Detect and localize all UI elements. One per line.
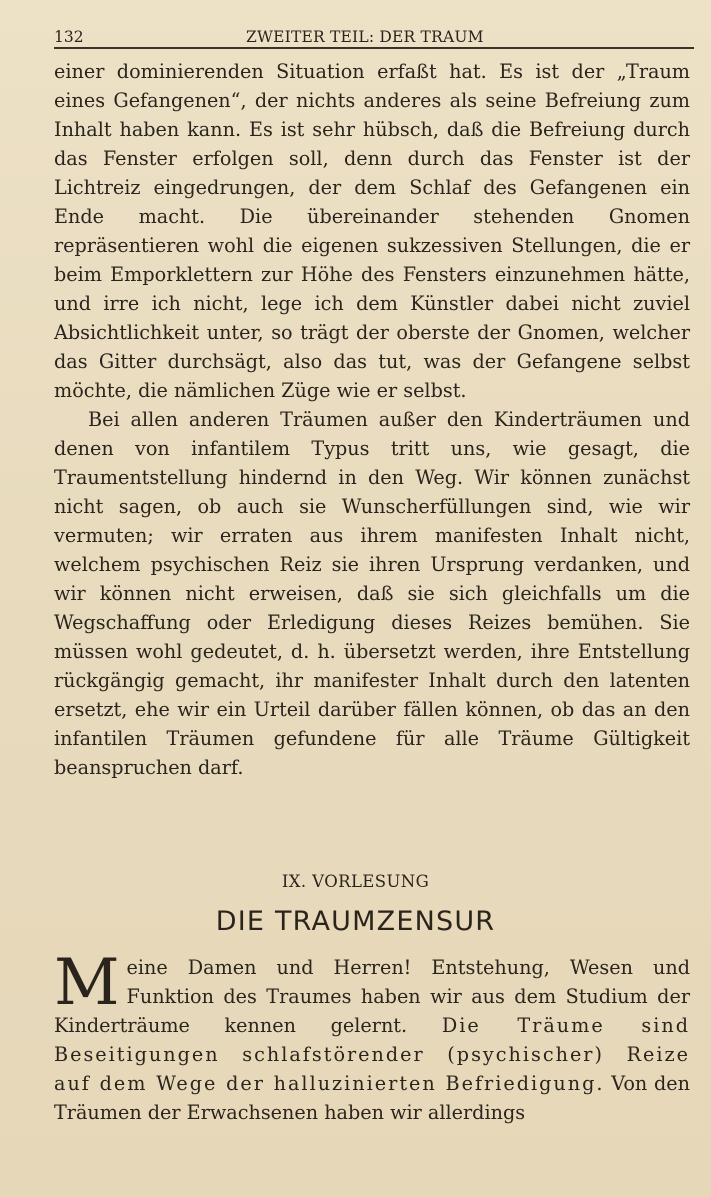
emphasized-text: Die Träume sind Beseitigungen schlafstörender (psychischer) Reize auf dem Wege der halluzinierten Befriedigung. [54, 1014, 691, 1095]
paragraph-2: Bei allen anderen Träumen außer den Kinderträumen und denen von infantilem Typus tritt uns, wie gesagt, die Traumentstellung hindernd in den Weg. Wir können zunächst nicht sagen, ob auch sie Wunscherfüllungen sind, wie wir vermuten; wir erraten aus ihrem manifesten Inhalt nicht, welchem psychischen Reiz sie ihren Ursprung verdanken, und wir können nicht erweisen, daß sie sich gleichfalls um die Wegschaffung oder Erledigung dieses Reizes bemühen. Sie müssen wohl gedeutet, d. h. übersetzt werden, ihre Entstellung rückgängig gemacht, ihr manifester Inhalt durch den latenten ersetzt, ehe wir ein Urteil darüber fällen können, ob das an den infantilen Träumen gefundene für alle Träume Gültigkeit beanspruchen darf. [54, 408, 690, 779]
paragraph-1: einer dominierenden Situation erfaßt hat. Es ist der „Traum eines Gefangenen“, der nichts anderes als seine Befreiung zum Inhalt haben kann. Es ist sehr hübsch, daß die Befreiung durch das Fenster erfolgen soll, denn durch das Fenster ist der Lichtreiz eingedrungen, der dem Schlaf des Gefangenen ein Ende macht. Die übereinander stehenden Gnomen repräsentieren wohl die eigenen sukzessiven Stellungen, die er beim Emporklettern zur Höhe des Fensters einzunehmen hätte, und irre ich nicht, lege ich dem Künstler dabei nicht zuviel Absichtlichkeit unter, so trägt der oberste der Gnomen, welcher das Gitter durchsägt, also das tut, was der Gefangene selbst möchte, die nämlichen Züge wie er selbst. [54, 60, 690, 402]
closing-text: Von den Träumen der Erwachsenen haben wir allerdings [54, 1072, 690, 1124]
chapter-opening-paragraph [54, 946, 691, 1127]
header-rule [54, 47, 694, 49]
drop-cap: M [54, 946, 120, 1020]
page-number: 132 [54, 28, 84, 46]
chapter-number: IX. VORLESUNG [281, 872, 430, 891]
page-header [54, 26, 694, 48]
opening-text: eine Damen und Herren! Entstehung, Wesen und Funktion des Traumes haben wir aus dem Studium der Kinderträume kennen gelernt. [54, 956, 690, 1037]
running-head: ZWEITER TEIL: DER TRAUM [246, 28, 484, 46]
body-text [54, 57, 690, 782]
chapter-title: DIE TRAUMZENSUR [215, 906, 496, 937]
